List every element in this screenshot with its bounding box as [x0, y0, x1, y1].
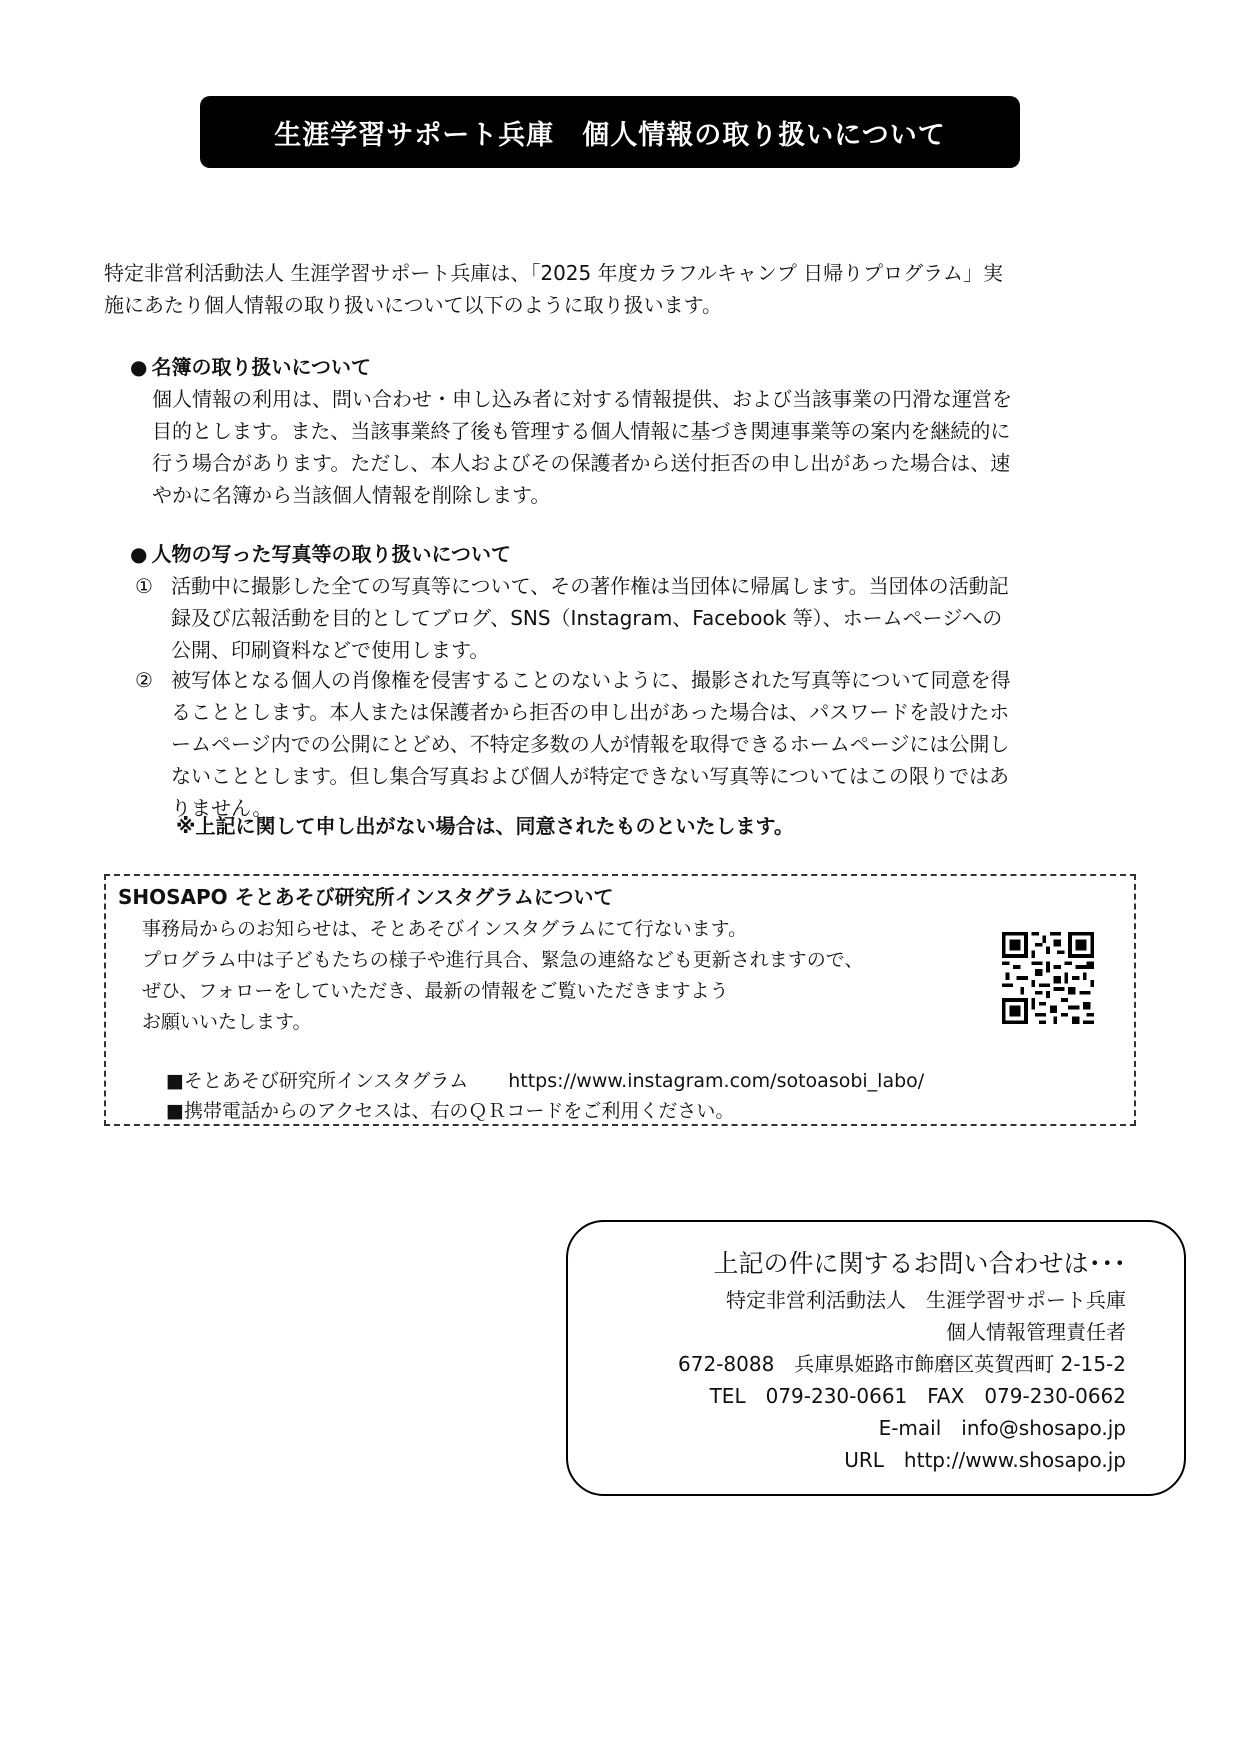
item-number: ① — [135, 574, 153, 598]
numbered-item-1 — [135, 570, 1135, 666]
section-heading-photos — [130, 538, 511, 570]
intro-line: 施にあたり個人情報の取り扱いについて以下のように取り扱います。 — [104, 293, 722, 317]
bullet-icon: ● — [130, 355, 148, 379]
contact-role: 個人情報管理責任者 — [946, 1320, 1126, 1344]
contact-details — [678, 1244, 1126, 1476]
bullet-icon: ● — [130, 542, 148, 566]
section-heading-text: 人物の写った写真等の取り扱いについて — [151, 542, 512, 566]
instagram-title: SHOSAPO そとあそび研究所インスタグラムについて — [118, 885, 614, 909]
instagram-link-row — [166, 1066, 924, 1096]
item-line: ないこととします。但し集合写真および個人が特定できない写真等についてはこの限りではあ — [171, 764, 1009, 788]
item-line: 被写体となる個人の肖像権を侵害することのないように、撮影された写真等について同意を得 — [171, 668, 1011, 692]
item-line: りません。 — [171, 796, 273, 820]
page-title — [200, 96, 1020, 168]
section-heading-roster — [130, 351, 371, 383]
item-number: ② — [135, 668, 153, 692]
item-line: ることとします。本人または保護者から拒否の申し出があった場合は、パスワードを設けたホ — [171, 700, 1010, 724]
page-title-text: 生涯学習サポート兵庫 個人情報の取り扱いについて — [274, 119, 946, 151]
item-line: ームページ内での公開にとどめ、不特定多数の人が情報を取得できるホームページには公開し — [171, 732, 1010, 756]
contact-org: 特定非営利活動法人 生涯学習サポート兵庫 — [726, 1288, 1126, 1312]
qr-access-note: ■携帯電話からのアクセスは、右のＱＲコードをご利用ください。 — [166, 1100, 735, 1122]
instagram-link-label: ■そとあそび研究所インスタグラム — [166, 1070, 469, 1092]
section-heading-text: 名簿の取り扱いについて — [151, 355, 372, 379]
section-body-roster — [152, 383, 1132, 511]
body-line: 行う場合があります。ただし、本人およびその保護者から送付拒否の申し出があった場合は、速 — [152, 451, 1011, 475]
description-line: 事務局からのお知らせは、そとあそびインスタグラムにて行ないます。 — [142, 918, 748, 940]
description-line: お願いいたします。 — [142, 1011, 312, 1033]
numbered-item-2 — [135, 664, 1135, 824]
instagram-info-box — [104, 874, 1136, 1126]
body-line: 個人情報の利用は、問い合わせ・申し込み者に対する情報提供、および当該事業の円滑な運営を — [152, 387, 1012, 411]
contact-url[interactable]: URL http://www.shosapo.jp — [844, 1448, 1126, 1472]
instagram-link[interactable]: https://www.instagram.com/sotoasobi_labo/ — [508, 1070, 925, 1092]
contact-box — [566, 1220, 1186, 1496]
intro-line: 特定非営利活動法人 生涯学習サポート兵庫は、「2025 年度カラフルキャンプ 日帰りプログラム」実 — [104, 261, 1003, 285]
item-line: 公開、印刷資料などで使用します。 — [171, 638, 490, 662]
intro-paragraph — [104, 257, 1144, 321]
description-line: ぜひ、フォローをしていただき、最新の情報をご覧いただきますよう — [142, 980, 729, 1002]
contact-address: 672-8088 兵庫県姫路市飾磨区英賀西町 2-15-2 — [678, 1352, 1126, 1376]
description-line: プログラム中は子どもたちの様子や進行具合、緊急の連絡なども更新されますので、 — [142, 949, 864, 971]
qr-code-icon[interactable] — [1002, 932, 1094, 1024]
instagram-description — [142, 914, 863, 1038]
contact-phone-fax: TEL 079-230-0661 FAX 079-230-0662 — [709, 1384, 1126, 1408]
contact-email[interactable]: E-mail info@shosapo.jp — [878, 1416, 1126, 1440]
item-line: 活動中に撮影した全ての写真等について、その著作権は当団体に帰属します。当団体の活動記 — [171, 574, 1009, 598]
item-line: 録及び広報活動を目的としてブログ、SNS（Instagram、Facebook 等）、ホームページへの — [171, 606, 1003, 630]
body-line: やかに名簿から当該個人情報を削除します。 — [152, 483, 551, 507]
consent-note: ※上記に関して申し出がない場合は、同意されたものといたします。 — [176, 814, 794, 838]
contact-lead: 上記の件に関するお問い合わせは･･･ — [713, 1249, 1126, 1278]
body-line: 目的とします。また、当該事業終了後も管理する個人情報に基づき関連事業等の案内を継続的に — [152, 419, 1011, 443]
